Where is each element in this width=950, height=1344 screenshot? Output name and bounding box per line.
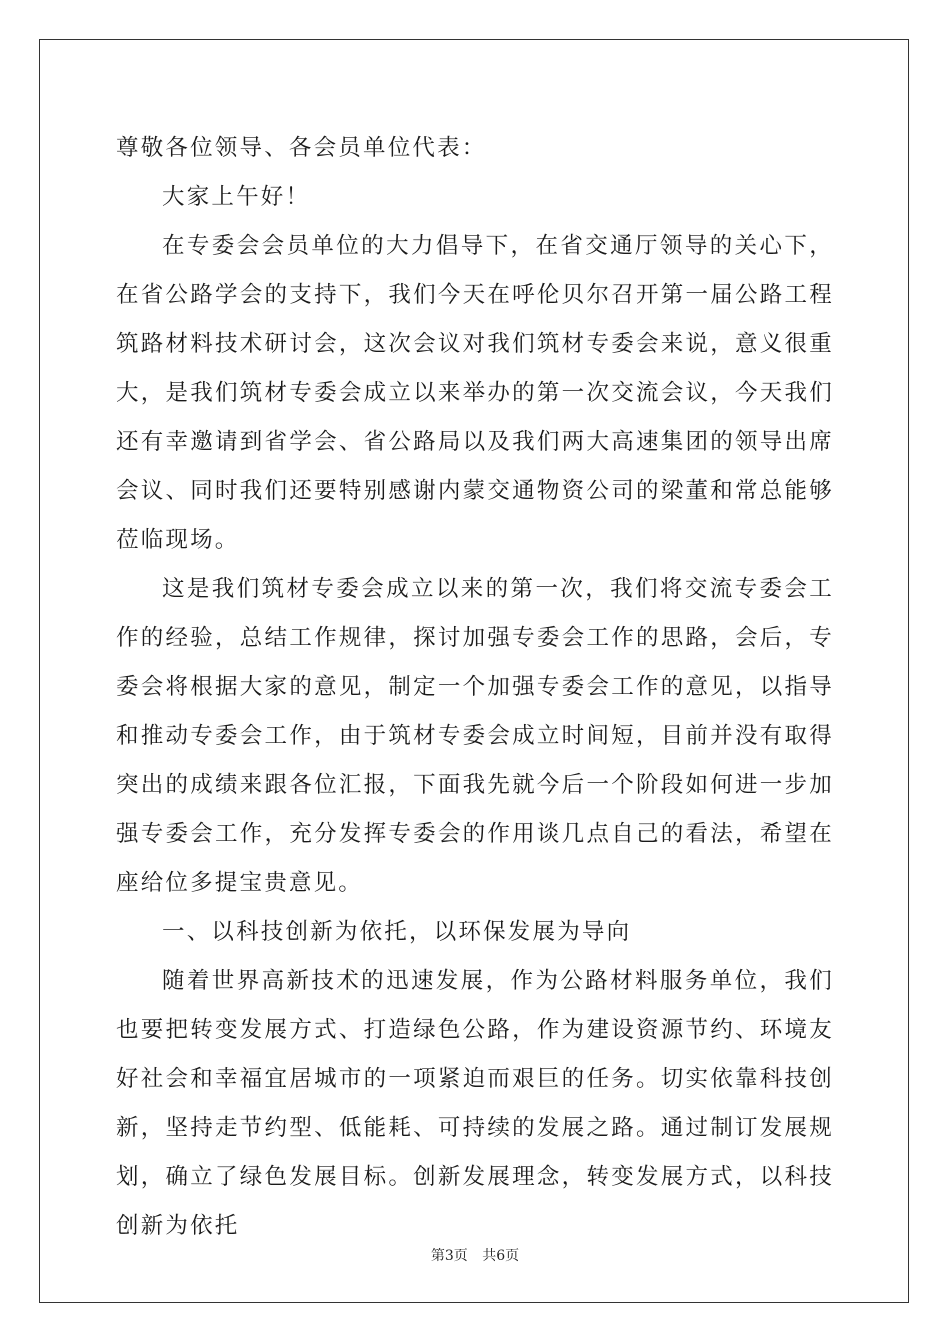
greeting-paragraph: 大家上午好！ [162,184,311,210]
body-paragraph: 在专委会会员单位的大力倡导下，在省交通厅领导的关心下，在省公路学会的支持下，我们今天在呼伦贝尔召开第一届公路工程筑路材料技术研讨会，这次会议对我们筑材专委会来说，意义很重大，是我们筑材专委会成立以来举办的第一次交流会议，今天我们还有幸邀请到省学会、省公路局以及我们两大高速集团的领导出席会议、同时我们还要特别感谢内蒙交通物资公司的梁董和常总能够莅临现场。 [116,233,834,553]
page-total: 共6页 [482,1248,520,1264]
page-footer [0,1246,950,1266]
document-body [116,124,834,1251]
section-heading: 一、以科技创新为依托，以环保发展为导向 [162,919,632,945]
page-number: 第3页 [430,1248,468,1264]
body-paragraph: 随着世界高新技术的迅速发展，作为公路材料服务单位，我们也要把转变发展方式、打造绿色公路，作为建设资源节约、环境友好社会和幸福宜居城市的一项紧迫而艰巨的任务。切实依靠科技创新，坚持走节约型、低能耗、可持续的发展之路。通过制订发展规划，确立了绿色发展目标。创新发展理念，转变发展方式，以科技创新为依托 [116,968,834,1239]
body-paragraph: 这是我们筑材专委会成立以来的第一次，我们将交流专委会工作的经验，总结工作规律，探讨加强专委会工作的思路，会后，专委会将根据大家的意见，制定一个加强专委会工作的意见，以指导和推动专委会工作，由于筑材专委会成立时间短，目前并没有取得突出的成绩来跟各位汇报，下面我先就今后一个阶段如何进一步加强专委会工作，充分发挥专委会的作用谈几点自己的看法，希望在座给位多提宝贵意见。 [116,576,834,896]
salutation: 尊敬各位领导、各会员单位代表： [116,135,487,161]
